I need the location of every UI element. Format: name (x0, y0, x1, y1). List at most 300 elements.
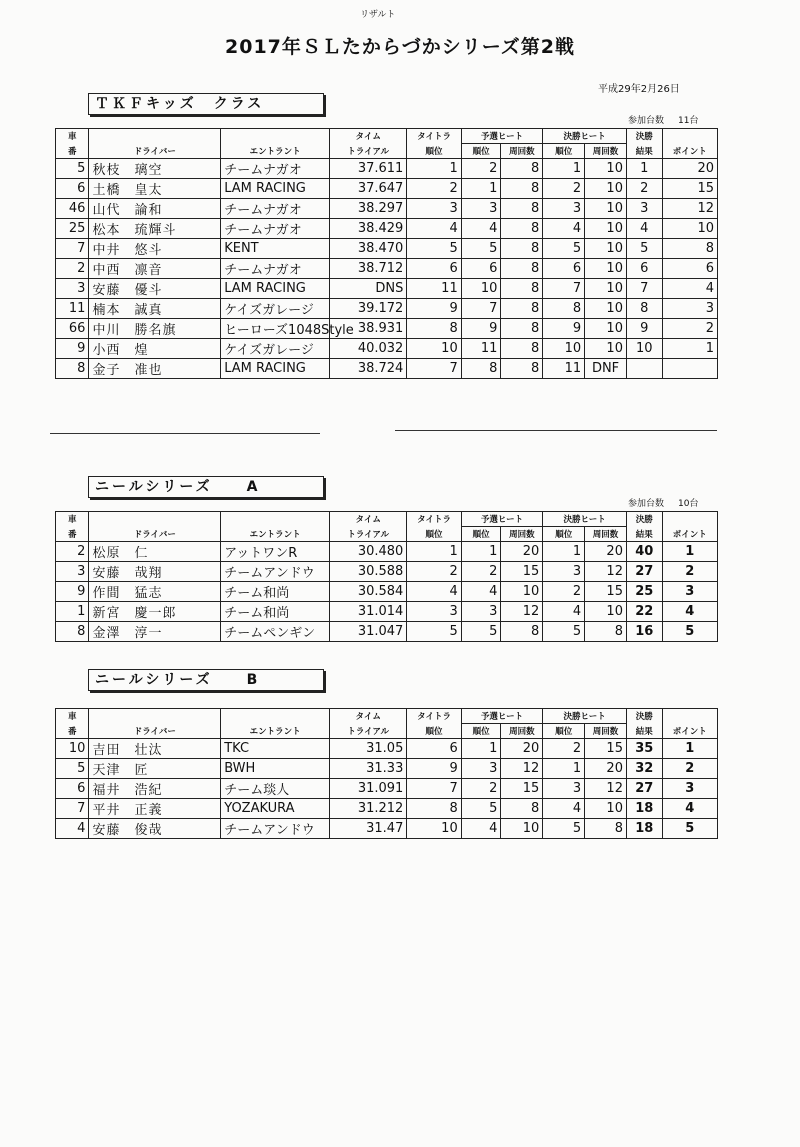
heat-laps: 8 (501, 179, 543, 199)
car-number: 3 (56, 279, 89, 299)
hdr-entrant-blank (221, 129, 330, 144)
driver-name: 秋枝 璃空 (89, 159, 221, 179)
heat-laps: 8 (501, 319, 543, 339)
final-rank: 7 (543, 279, 585, 299)
car-number: 6 (56, 179, 89, 199)
entrant-name: ケイズガレージ (221, 299, 330, 319)
car-number: 9 (56, 582, 89, 602)
hdr-time-trial: タイム (329, 512, 406, 527)
results-table-neel-a (55, 511, 718, 642)
tt-rank: 7 (407, 359, 461, 379)
car-number: 2 (56, 259, 89, 279)
final-laps: 10 (585, 602, 627, 622)
hdr-tt-rank: タイトラ (407, 129, 461, 144)
points: 4 (662, 799, 717, 819)
time-trial-time: 30.588 (329, 562, 406, 582)
points: 5 (662, 819, 717, 839)
table-row (56, 779, 718, 799)
final-laps: 10 (585, 219, 627, 239)
hdr-qualifying-heat: 予選ヒート (461, 709, 543, 724)
hdr-entrant: エントラント (221, 527, 330, 542)
points: 10 (662, 219, 717, 239)
driver-name: 中川 勝名旗 (89, 319, 221, 339)
final-laps: 12 (585, 779, 627, 799)
time-trial-time: 31.47 (329, 819, 406, 839)
table-row (56, 179, 718, 199)
table-row (56, 759, 718, 779)
hdr-heat-rank: 順位 (461, 144, 501, 159)
points: 1 (662, 339, 717, 359)
hdr-final-laps: 周回数 (585, 144, 627, 159)
heat-rank: 1 (461, 179, 501, 199)
final-result: 32 (626, 759, 662, 779)
car-number: 10 (56, 739, 89, 759)
entrant-name: チームアンドウ (221, 562, 330, 582)
hdr-final-rank: 順位 (543, 724, 585, 739)
table-row (56, 562, 718, 582)
final-result: 10 (626, 339, 662, 359)
hdr-points: ポイント (662, 724, 717, 739)
heat-laps: 8 (501, 622, 543, 642)
final-rank: 2 (543, 739, 585, 759)
hdr-final-result-2: 結果 (626, 724, 662, 739)
page-title: 2017年ＳＬたからづかシリーズ第2戦 (225, 36, 575, 58)
hdr-time-trial: タイム (329, 129, 406, 144)
driver-name: 安藤 優斗 (89, 279, 221, 299)
results-table-neel-b (55, 708, 718, 839)
final-laps: 10 (585, 159, 627, 179)
time-trial-time: 31.091 (329, 779, 406, 799)
car-number: 8 (56, 359, 89, 379)
hdr-final-rank: 順位 (543, 527, 585, 542)
results-table-tkf-kids (55, 128, 718, 379)
hdr-final-heat: 決勝ヒート (543, 512, 627, 527)
points: 12 (662, 199, 717, 219)
entry-count (628, 113, 698, 126)
points: 3 (662, 779, 717, 799)
heat-rank: 8 (461, 359, 501, 379)
time-trial-time: 38.724 (329, 359, 406, 379)
final-result (626, 359, 662, 379)
final-laps: 10 (585, 299, 627, 319)
hdr-final-result-2: 結果 (626, 527, 662, 542)
final-laps: 12 (585, 562, 627, 582)
car-number: 25 (56, 219, 89, 239)
final-result: 22 (626, 602, 662, 622)
hdr-entrant: エントラント (221, 724, 330, 739)
hdr-car-no-2: 番 (56, 724, 89, 739)
tt-rank: 8 (407, 319, 461, 339)
hdr-final-result: 決勝 (626, 129, 662, 144)
hdr-car-no-2: 番 (56, 527, 89, 542)
driver-name: 福井 浩紀 (89, 779, 221, 799)
entrant-name: チームペンギン (221, 622, 330, 642)
driver-name: 新宮 慶一郎 (89, 602, 221, 622)
table-row (56, 542, 718, 562)
entry-count-value: 10台 (678, 499, 699, 509)
hdr-car-no: 車 (56, 512, 89, 527)
tt-rank: 4 (407, 219, 461, 239)
entrant-name: BWH (221, 759, 330, 779)
final-result: 40 (626, 542, 662, 562)
heat-laps: 8 (501, 339, 543, 359)
divider (395, 430, 717, 431)
hdr-points-blank (662, 129, 717, 144)
table-row (56, 819, 718, 839)
hdr-car-no-2: 番 (56, 144, 89, 159)
hdr-tt-rank-2: 順位 (407, 527, 461, 542)
points: 4 (662, 279, 717, 299)
hdr-points-blank (662, 512, 717, 527)
final-result: 16 (626, 622, 662, 642)
hdr-heat-rank: 順位 (461, 527, 501, 542)
points: 1 (662, 739, 717, 759)
entrant-name: KENT (221, 239, 330, 259)
tt-rank: 11 (407, 279, 461, 299)
time-trial-time: 38.931 (329, 319, 406, 339)
entry-count (628, 496, 698, 509)
heat-laps: 12 (501, 759, 543, 779)
hdr-entrant: エントラント (221, 144, 330, 159)
tt-rank: 3 (407, 199, 461, 219)
table-row (56, 219, 718, 239)
driver-name: 吉田 壮汰 (89, 739, 221, 759)
car-number: 3 (56, 562, 89, 582)
final-laps: 15 (585, 739, 627, 759)
heat-laps: 8 (501, 219, 543, 239)
entrant-name: チームナガオ (221, 199, 330, 219)
final-laps: 20 (585, 542, 627, 562)
entrant-name: チーム和尚 (221, 602, 330, 622)
final-laps: 10 (585, 179, 627, 199)
heat-laps: 8 (501, 799, 543, 819)
hdr-driver-blank (89, 129, 221, 144)
driver-name: 天津 匠 (89, 759, 221, 779)
driver-name: 松原 仁 (89, 542, 221, 562)
driver-name: 楠本 誠真 (89, 299, 221, 319)
time-trial-time: 37.647 (329, 179, 406, 199)
hdr-driver: ドライバー (89, 144, 221, 159)
final-rank: 3 (543, 779, 585, 799)
final-laps: 10 (585, 239, 627, 259)
hdr-final-result: 決勝 (626, 512, 662, 527)
driver-name: 小西 煌 (89, 339, 221, 359)
tt-rank: 4 (407, 582, 461, 602)
car-number: 5 (56, 759, 89, 779)
heat-laps: 20 (501, 542, 543, 562)
final-rank: 5 (543, 622, 585, 642)
hdr-final-heat: 決勝ヒート (543, 709, 627, 724)
final-result: 35 (626, 739, 662, 759)
final-laps: 8 (585, 622, 627, 642)
table-row (56, 359, 718, 379)
final-laps: 10 (585, 199, 627, 219)
car-number: 7 (56, 799, 89, 819)
heat-laps: 8 (501, 159, 543, 179)
table-row (56, 199, 718, 219)
points: 6 (662, 259, 717, 279)
heat-rank: 3 (461, 759, 501, 779)
table-row (56, 259, 718, 279)
final-result: 18 (626, 799, 662, 819)
points: 20 (662, 159, 717, 179)
points: 2 (662, 759, 717, 779)
hdr-time-trial-2: トライアル (329, 144, 406, 159)
final-laps: 20 (585, 759, 627, 779)
hdr-entrant-blank (221, 709, 330, 724)
points: 4 (662, 602, 717, 622)
final-rank: 1 (543, 759, 585, 779)
table-row (56, 159, 718, 179)
entrant-name: チームナガオ (221, 219, 330, 239)
driver-name: 作間 猛志 (89, 582, 221, 602)
heat-laps: 8 (501, 279, 543, 299)
hdr-time-trial: タイム (329, 709, 406, 724)
time-trial-time: 40.032 (329, 339, 406, 359)
time-trial-time: 37.611 (329, 159, 406, 179)
final-result: 2 (626, 179, 662, 199)
time-trial-time: 31.047 (329, 622, 406, 642)
final-result: 6 (626, 259, 662, 279)
hdr-tt-rank-2: 順位 (407, 144, 461, 159)
table-row (56, 739, 718, 759)
heat-rank: 2 (461, 562, 501, 582)
final-result: 4 (626, 219, 662, 239)
time-trial-time: 38.429 (329, 219, 406, 239)
final-rank: 3 (543, 562, 585, 582)
entry-count-label: 参加台数 (628, 499, 665, 509)
class-title-tkf-kids: ＴＫＦキッズ クラス (88, 93, 324, 115)
heat-rank: 6 (461, 259, 501, 279)
final-rank: 9 (543, 319, 585, 339)
entrant-name: LAM RACING (221, 179, 330, 199)
final-rank: 5 (543, 239, 585, 259)
tt-rank: 9 (407, 759, 461, 779)
final-rank: 6 (543, 259, 585, 279)
hdr-driver-blank (89, 512, 221, 527)
points: 3 (662, 582, 717, 602)
final-result: 9 (626, 319, 662, 339)
heat-rank: 1 (461, 739, 501, 759)
time-trial-time: 31.05 (329, 739, 406, 759)
final-laps: 10 (585, 279, 627, 299)
entrant-name: LAM RACING (221, 359, 330, 379)
final-rank: 8 (543, 299, 585, 319)
hdr-heat-laps: 周回数 (501, 144, 543, 159)
heat-laps: 10 (501, 582, 543, 602)
heat-laps: 8 (501, 259, 543, 279)
hdr-time-trial-2: トライアル (329, 527, 406, 542)
car-number: 9 (56, 339, 89, 359)
entrant-name: チームアンドウ (221, 819, 330, 839)
class-title-neel-a: ニールシリーズ A (88, 476, 324, 498)
class-title-neel-b: ニールシリーズ B (88, 669, 324, 691)
hdr-qualifying-heat: 予選ヒート (461, 512, 543, 527)
points: 8 (662, 239, 717, 259)
time-trial-time: 38.712 (329, 259, 406, 279)
tt-rank: 10 (407, 339, 461, 359)
hdr-heat-laps: 周回数 (501, 724, 543, 739)
divider (50, 433, 320, 434)
heat-rank: 4 (461, 219, 501, 239)
points: 3 (662, 299, 717, 319)
table-row (56, 239, 718, 259)
car-number: 8 (56, 622, 89, 642)
time-trial-time: 31.014 (329, 602, 406, 622)
car-number: 5 (56, 159, 89, 179)
final-rank: 2 (543, 582, 585, 602)
driver-name: 安藤 俊哉 (89, 819, 221, 839)
hdr-qualifying-heat: 予選ヒート (461, 129, 543, 144)
entrant-name: LAM RACING (221, 279, 330, 299)
table-row (56, 799, 718, 819)
table-row (56, 319, 718, 339)
final-result: 8 (626, 299, 662, 319)
car-number: 7 (56, 239, 89, 259)
entry-count-label: 参加台数 (628, 116, 665, 126)
entrant-name: アットワンR (221, 542, 330, 562)
driver-name: 安藤 哉翔 (89, 562, 221, 582)
entrant-name: YOZAKURA (221, 799, 330, 819)
driver-name: 山代 論和 (89, 199, 221, 219)
heat-rank: 3 (461, 602, 501, 622)
table-row (56, 602, 718, 622)
points (662, 359, 717, 379)
final-rank: 1 (543, 159, 585, 179)
table-row (56, 299, 718, 319)
table-row (56, 582, 718, 602)
tt-rank: 3 (407, 602, 461, 622)
tt-rank: 6 (407, 739, 461, 759)
heat-rank: 9 (461, 319, 501, 339)
final-laps: 10 (585, 319, 627, 339)
heat-laps: 8 (501, 359, 543, 379)
heat-rank: 5 (461, 239, 501, 259)
final-result: 7 (626, 279, 662, 299)
final-laps: 10 (585, 259, 627, 279)
hdr-time-trial-2: トライアル (329, 724, 406, 739)
heat-rank: 5 (461, 622, 501, 642)
heat-laps: 8 (501, 299, 543, 319)
hdr-driver: ドライバー (89, 724, 221, 739)
entrant-name: TKC (221, 739, 330, 759)
entry-count-value: 11台 (678, 116, 699, 126)
hdr-driver-blank (89, 709, 221, 724)
entrant-name: チーム和尚 (221, 582, 330, 602)
table-row (56, 339, 718, 359)
final-laps: 8 (585, 819, 627, 839)
entrant-name: ヒーローズ1048Style (221, 319, 330, 339)
final-laps: 10 (585, 799, 627, 819)
time-trial-time: 31.212 (329, 799, 406, 819)
points: 15 (662, 179, 717, 199)
entrant-name: ケイズガレージ (221, 339, 330, 359)
final-result: 1 (626, 159, 662, 179)
hdr-final-result: 決勝 (626, 709, 662, 724)
heat-rank: 4 (461, 582, 501, 602)
heat-rank: 2 (461, 779, 501, 799)
heat-rank: 10 (461, 279, 501, 299)
tt-rank: 1 (407, 159, 461, 179)
heat-laps: 15 (501, 779, 543, 799)
final-laps: 15 (585, 582, 627, 602)
heat-rank: 5 (461, 799, 501, 819)
time-trial-time: DNS (329, 279, 406, 299)
final-result: 27 (626, 562, 662, 582)
table-row (56, 279, 718, 299)
final-laps: DNF (585, 359, 627, 379)
heat-laps: 20 (501, 739, 543, 759)
final-rank: 11 (543, 359, 585, 379)
final-result: 3 (626, 199, 662, 219)
final-rank: 4 (543, 602, 585, 622)
table-row (56, 622, 718, 642)
time-trial-time: 38.297 (329, 199, 406, 219)
tt-rank: 7 (407, 779, 461, 799)
final-rank: 3 (543, 199, 585, 219)
final-rank: 10 (543, 339, 585, 359)
hdr-final-rank: 順位 (543, 144, 585, 159)
heat-rank: 1 (461, 542, 501, 562)
heat-rank: 3 (461, 199, 501, 219)
hdr-points: ポイント (662, 144, 717, 159)
hdr-heat-laps: 周回数 (501, 527, 543, 542)
heat-laps: 15 (501, 562, 543, 582)
final-result: 27 (626, 779, 662, 799)
hdr-points-blank (662, 709, 717, 724)
heat-laps: 8 (501, 199, 543, 219)
hdr-tt-rank-2: 順位 (407, 724, 461, 739)
tt-rank: 9 (407, 299, 461, 319)
car-number: 4 (56, 819, 89, 839)
hdr-points: ポイント (662, 527, 717, 542)
heat-laps: 10 (501, 819, 543, 839)
hdr-heat-rank: 順位 (461, 724, 501, 739)
final-rank: 1 (543, 542, 585, 562)
event-date: 平成29年2月26日 (598, 84, 680, 95)
driver-name: 金澤 淳一 (89, 622, 221, 642)
tt-rank: 5 (407, 239, 461, 259)
final-rank: 5 (543, 819, 585, 839)
time-trial-time: 39.172 (329, 299, 406, 319)
car-number: 1 (56, 602, 89, 622)
car-number: 11 (56, 299, 89, 319)
driver-name: 松本 琉輝斗 (89, 219, 221, 239)
points: 2 (662, 562, 717, 582)
tt-rank: 6 (407, 259, 461, 279)
final-laps: 10 (585, 339, 627, 359)
hdr-final-result-2: 結果 (626, 144, 662, 159)
heat-rank: 11 (461, 339, 501, 359)
entrant-name: チーム琰人 (221, 779, 330, 799)
hdr-tt-rank: タイトラ (407, 709, 461, 724)
points: 5 (662, 622, 717, 642)
tt-rank: 10 (407, 819, 461, 839)
driver-name: 平井 正義 (89, 799, 221, 819)
entrant-name: チームナガオ (221, 159, 330, 179)
final-rank: 2 (543, 179, 585, 199)
time-trial-time: 30.584 (329, 582, 406, 602)
car-number: 46 (56, 199, 89, 219)
hdr-final-laps: 周回数 (585, 724, 627, 739)
tt-rank: 1 (407, 542, 461, 562)
tt-rank: 8 (407, 799, 461, 819)
time-trial-time: 38.470 (329, 239, 406, 259)
entrant-name: チームナガオ (221, 259, 330, 279)
points: 1 (662, 542, 717, 562)
heat-laps: 12 (501, 602, 543, 622)
hdr-tt-rank: タイトラ (407, 512, 461, 527)
